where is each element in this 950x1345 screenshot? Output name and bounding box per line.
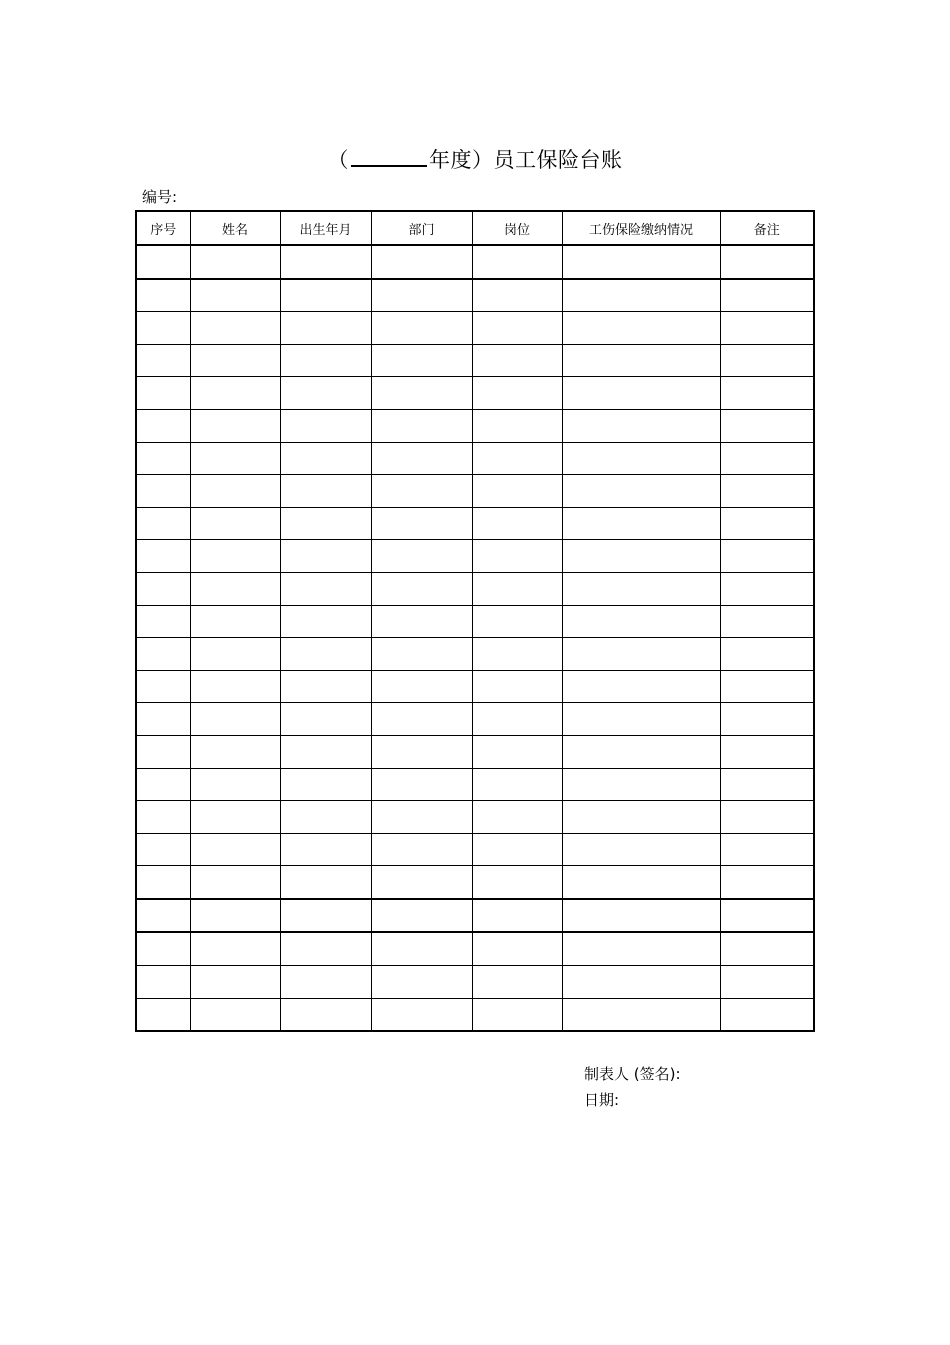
table-cell[interactable]	[280, 998, 371, 1031]
table-cell[interactable]	[562, 670, 720, 703]
table-cell[interactable]	[472, 279, 562, 312]
table-row	[136, 475, 814, 508]
table-cell[interactable]	[371, 377, 472, 410]
table-cell[interactable]	[190, 344, 280, 377]
table-row	[136, 312, 814, 345]
table-cell[interactable]	[136, 833, 190, 866]
table-cell[interactable]	[280, 670, 371, 703]
table-cell[interactable]	[136, 312, 190, 345]
table-cell[interactable]	[280, 801, 371, 834]
table-row	[136, 833, 814, 866]
table-cell[interactable]	[472, 899, 562, 933]
table-cell[interactable]	[720, 245, 814, 279]
table-cell[interactable]	[190, 475, 280, 508]
table-cell[interactable]	[720, 638, 814, 671]
table-cell[interactable]	[472, 866, 562, 899]
table-cell[interactable]	[472, 966, 562, 999]
col-header-department: 部门	[371, 211, 472, 245]
table-cell[interactable]	[720, 703, 814, 736]
table-cell[interactable]	[371, 866, 472, 899]
table-cell[interactable]	[190, 866, 280, 899]
title-text: 年度）员工保险台账	[429, 148, 623, 172]
table-cell[interactable]	[562, 572, 720, 605]
table-cell[interactable]	[472, 572, 562, 605]
table-cell[interactable]	[190, 540, 280, 573]
table-cell[interactable]	[371, 312, 472, 345]
table-cell[interactable]	[280, 312, 371, 345]
table-cell[interactable]	[472, 605, 562, 638]
table-cell[interactable]	[280, 507, 371, 540]
table-cell[interactable]	[720, 377, 814, 410]
table-cell[interactable]	[472, 833, 562, 866]
table-cell[interactable]	[280, 638, 371, 671]
table-cell[interactable]	[562, 540, 720, 573]
col-header-injury-insurance: 工伤保险缴纳情况	[562, 211, 720, 245]
table-cell[interactable]	[136, 475, 190, 508]
table-cell[interactable]	[562, 768, 720, 801]
table-cell[interactable]	[280, 572, 371, 605]
col-header-position: 岗位	[472, 211, 562, 245]
table-cell[interactable]	[136, 344, 190, 377]
table-row	[136, 377, 814, 410]
table-row	[136, 245, 814, 279]
table-cell[interactable]	[720, 932, 814, 965]
year-blank[interactable]	[351, 147, 427, 167]
table-body	[136, 245, 814, 1031]
table-cell[interactable]	[136, 442, 190, 475]
table-cell[interactable]	[371, 670, 472, 703]
table-row	[136, 409, 814, 442]
table-cell[interactable]	[190, 245, 280, 279]
table-cell[interactable]	[371, 638, 472, 671]
table-cell[interactable]	[720, 768, 814, 801]
table-cell[interactable]	[472, 475, 562, 508]
table-row	[136, 605, 814, 638]
table-cell[interactable]	[562, 442, 720, 475]
table-cell[interactable]	[371, 245, 472, 279]
table-cell[interactable]	[720, 899, 814, 933]
table-cell[interactable]	[562, 899, 720, 933]
table-cell[interactable]	[562, 998, 720, 1031]
table-cell[interactable]	[280, 833, 371, 866]
table-cell[interactable]	[280, 735, 371, 768]
table-cell[interactable]	[280, 768, 371, 801]
table-cell[interactable]	[562, 833, 720, 866]
table-cell[interactable]	[280, 475, 371, 508]
header-row	[136, 211, 814, 245]
table-cell[interactable]	[720, 966, 814, 999]
table-cell[interactable]	[190, 572, 280, 605]
table-row	[136, 966, 814, 999]
table-cell[interactable]	[371, 703, 472, 736]
table-row	[136, 572, 814, 605]
table-cell[interactable]	[190, 409, 280, 442]
table-cell[interactable]	[562, 344, 720, 377]
table-cell[interactable]	[280, 966, 371, 999]
table-cell[interactable]	[280, 245, 371, 279]
table-cell[interactable]	[720, 507, 814, 540]
insurance-ledger-table	[135, 210, 815, 1032]
table-cell[interactable]	[190, 442, 280, 475]
table-row	[136, 638, 814, 671]
table-cell[interactable]	[280, 279, 371, 312]
table-cell[interactable]	[280, 866, 371, 899]
table-cell[interactable]	[562, 932, 720, 965]
table-cell[interactable]	[190, 279, 280, 312]
table-cell[interactable]	[190, 507, 280, 540]
table-cell[interactable]	[136, 409, 190, 442]
table-cell[interactable]	[136, 540, 190, 573]
table-cell[interactable]	[371, 442, 472, 475]
table-row	[136, 279, 814, 312]
table-cell[interactable]	[371, 768, 472, 801]
table-cell[interactable]	[280, 899, 371, 933]
table-cell[interactable]	[720, 540, 814, 573]
table-cell[interactable]	[562, 735, 720, 768]
table-row	[136, 703, 814, 736]
table-cell[interactable]	[562, 377, 720, 410]
table-cell[interactable]	[190, 638, 280, 671]
table-cell[interactable]	[136, 866, 190, 899]
table-cell[interactable]	[280, 344, 371, 377]
table-cell[interactable]	[136, 801, 190, 834]
table-cell[interactable]	[472, 312, 562, 345]
table-cell[interactable]	[136, 377, 190, 410]
table-row	[136, 344, 814, 377]
table-cell[interactable]	[190, 966, 280, 999]
table-cell[interactable]	[472, 703, 562, 736]
table-cell[interactable]	[472, 735, 562, 768]
table-cell[interactable]	[720, 442, 814, 475]
table-cell[interactable]	[136, 932, 190, 965]
table-row	[136, 768, 814, 801]
table-row	[136, 735, 814, 768]
table-row	[136, 442, 814, 475]
table-row	[136, 801, 814, 834]
table-cell[interactable]	[136, 507, 190, 540]
table-cell[interactable]	[562, 409, 720, 442]
table-cell[interactable]	[136, 735, 190, 768]
table-cell[interactable]	[136, 670, 190, 703]
table-cell[interactable]	[136, 605, 190, 638]
table-cell[interactable]	[472, 998, 562, 1031]
table-cell[interactable]	[136, 279, 190, 312]
table-cell[interactable]	[371, 932, 472, 965]
table-cell[interactable]	[280, 442, 371, 475]
form-title	[0, 144, 950, 174]
table-cell[interactable]	[472, 344, 562, 377]
table-cell[interactable]	[720, 670, 814, 703]
table-cell[interactable]	[190, 670, 280, 703]
table-cell[interactable]	[280, 409, 371, 442]
table-cell[interactable]	[720, 475, 814, 508]
table-cell[interactable]	[190, 768, 280, 801]
table-cell[interactable]	[720, 279, 814, 312]
table-cell[interactable]	[280, 377, 371, 410]
table-cell[interactable]	[371, 833, 472, 866]
table-cell[interactable]	[371, 540, 472, 573]
table-cell[interactable]	[190, 932, 280, 965]
table-cell[interactable]	[720, 312, 814, 345]
table-cell[interactable]	[371, 899, 472, 933]
table-cell[interactable]	[371, 409, 472, 442]
table-cell[interactable]	[190, 605, 280, 638]
table-cell[interactable]	[190, 801, 280, 834]
table-cell[interactable]	[472, 507, 562, 540]
table-row	[136, 507, 814, 540]
title-open-paren: （	[327, 148, 349, 172]
table-cell[interactable]	[562, 866, 720, 899]
table-row	[136, 932, 814, 965]
table-cell[interactable]	[720, 998, 814, 1031]
maker-signature-label: 制表人 (签名):	[584, 1065, 681, 1083]
table-cell[interactable]	[371, 475, 472, 508]
table-cell[interactable]	[371, 735, 472, 768]
table-cell[interactable]	[720, 409, 814, 442]
table-cell[interactable]	[136, 768, 190, 801]
table-cell[interactable]	[280, 540, 371, 573]
table-cell[interactable]	[562, 279, 720, 312]
table-cell[interactable]	[472, 768, 562, 801]
table-cell[interactable]	[190, 377, 280, 410]
table-cell[interactable]	[136, 572, 190, 605]
table-cell[interactable]	[562, 638, 720, 671]
table-cell[interactable]	[720, 605, 814, 638]
table-row	[136, 670, 814, 703]
table-cell[interactable]	[562, 703, 720, 736]
table-cell[interactable]	[562, 966, 720, 999]
table-cell[interactable]	[472, 245, 562, 279]
table-cell[interactable]	[720, 801, 814, 834]
col-header-remarks: 备注	[720, 211, 814, 245]
table-row	[136, 540, 814, 573]
table-cell[interactable]	[190, 703, 280, 736]
table-cell[interactable]	[136, 638, 190, 671]
table-cell[interactable]	[280, 703, 371, 736]
table-cell[interactable]	[720, 344, 814, 377]
date-label: 日期:	[584, 1091, 620, 1109]
table-cell[interactable]	[371, 572, 472, 605]
table-cell[interactable]	[371, 344, 472, 377]
table-cell[interactable]	[371, 507, 472, 540]
table-cell[interactable]	[190, 312, 280, 345]
table-cell[interactable]	[371, 966, 472, 999]
table-cell[interactable]	[136, 703, 190, 736]
table-cell[interactable]	[720, 833, 814, 866]
table-cell[interactable]	[720, 866, 814, 899]
col-header-serial: 序号	[136, 211, 190, 245]
table-cell[interactable]	[472, 442, 562, 475]
col-header-birth: 出生年月	[280, 211, 371, 245]
table-cell[interactable]	[190, 998, 280, 1031]
table-cell[interactable]	[562, 801, 720, 834]
table-cell[interactable]	[472, 377, 562, 410]
table-cell[interactable]	[472, 540, 562, 573]
table-cell[interactable]	[472, 638, 562, 671]
col-header-name: 姓名	[190, 211, 280, 245]
table-row	[136, 866, 814, 899]
table-cell[interactable]	[190, 899, 280, 933]
table-row	[136, 998, 814, 1031]
table-cell[interactable]	[562, 245, 720, 279]
table-cell[interactable]	[720, 572, 814, 605]
code-label: 编号:	[142, 188, 178, 206]
table-cell[interactable]	[720, 735, 814, 768]
table-cell[interactable]	[190, 833, 280, 866]
table-cell[interactable]	[562, 605, 720, 638]
table-cell[interactable]	[136, 998, 190, 1031]
table-cell[interactable]	[562, 475, 720, 508]
table-cell[interactable]	[190, 735, 280, 768]
table-cell[interactable]	[472, 670, 562, 703]
table-cell[interactable]	[136, 245, 190, 279]
table-cell[interactable]	[472, 932, 562, 965]
table-cell[interactable]	[280, 932, 371, 965]
table-cell[interactable]	[371, 801, 472, 834]
table-cell[interactable]	[136, 899, 190, 933]
table-cell[interactable]	[280, 605, 371, 638]
table-cell[interactable]	[136, 966, 190, 999]
table-cell[interactable]	[472, 801, 562, 834]
table-row	[136, 899, 814, 933]
table-cell[interactable]	[472, 409, 562, 442]
table-cell[interactable]	[562, 507, 720, 540]
table-cell[interactable]	[562, 312, 720, 345]
table-cell[interactable]	[371, 605, 472, 638]
table-cell[interactable]	[371, 279, 472, 312]
table-cell[interactable]	[371, 998, 472, 1031]
